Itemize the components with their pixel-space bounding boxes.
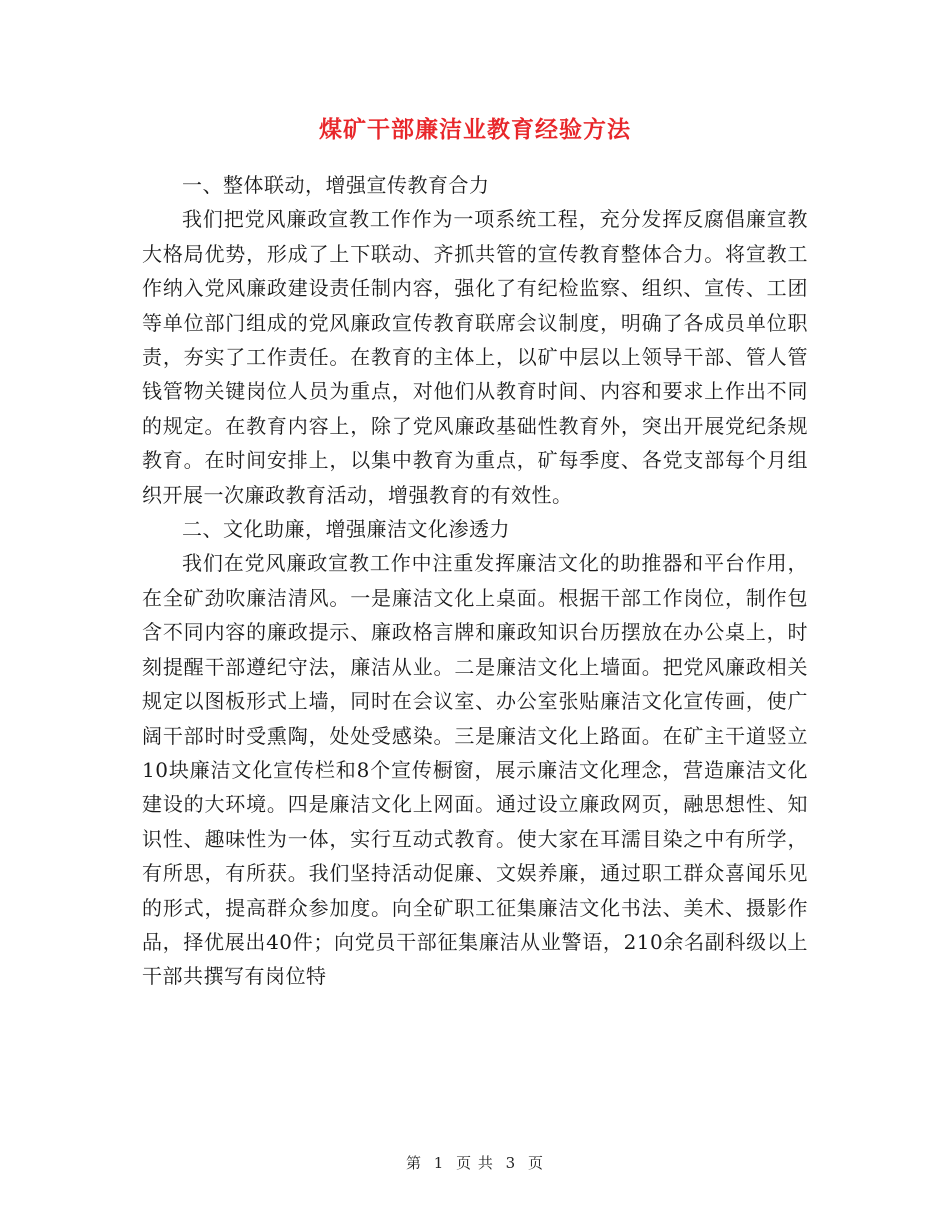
footer-page-number: 1 xyxy=(433,1154,445,1172)
footer-total-pages: 3 xyxy=(505,1154,517,1172)
page-footer xyxy=(0,1152,950,1173)
section-heading-2: 二、文化助廉，增强廉洁文化渗透力 xyxy=(182,517,510,542)
section-paragraph-1: 我们把党风廉政宣教工作作为一项系统工程，充分发挥反腐倡廉宣教大格局优势，形成了上下联动、齐抓共管的宣传教育整体合力。将宣教工作纳入党风廉政建设责任制内容，强化了有纪检监察、组织、宣传、工团等单位部门组成的党风廉政宣传教育联席会议制度，明确了各成员单位职责，夯实了工作责任。在教育的主体上，以矿中层以上领导干部、管人管钱管物关键岗位人员为重点，对他们从教育时间、内容和要求上作出不同的规定。在教育内容上，除了党风廉政基础性教育外，突出开展党纪条规教育。在时间安排上，以集中教育为重点，矿每季度、各党支部每个月组织开展一次廉政教育活动，增强教育的有效性。 xyxy=(142,207,808,507)
document-title: 煤矿干部廉洁业教育经验方法 xyxy=(319,116,631,143)
document-body xyxy=(142,168,808,994)
footer-prefix: 第 xyxy=(405,1154,422,1172)
section-heading-1: 一、整体联动，增强宣传教育合力 xyxy=(182,173,490,197)
section-paragraph-2: 我们在党风廉政宣教工作中注重发挥廉洁文化的助推器和平台作用，在全矿劲吹廉洁清风。一是廉洁文化上桌面。根据干部工作岗位，制作包含不同内容的廉政提示、廉政格言牌和廉政知识台历摆放在办公桌上，时刻提醒干部遵纪守法，廉洁从业。二是廉洁文化上墙面。把党风廉政相关规定以图板形式上墙，同时在会议室、办公室张贴廉洁文化宣传画，使广阔干部时时受熏陶，处处受感染。三是廉洁文化上路面。在矿主干道竖立10块廉洁文化宣传栏和8个宣传橱窗，展示廉洁文化理念，营造廉洁文化建设的大环境。四是廉洁文化上网面。通过设立廉政网页，融思想性、知识性、趣味性为一体，实行互动式教育。使大家在耳濡目染之中有所学，有所思，有所获。我们坚持活动促廉、文娱养廉，通过职工群众喜闻乐见的形式，提高群众参加度。向全矿职工征集廉洁文化书法、美术、摄影作品，择优展出40件；向党员干部征集廉洁从业警语，210余名副科级以上干部共撰写有岗位特 xyxy=(142,551,808,989)
footer-suffix: 页 xyxy=(528,1154,545,1172)
footer-middle: 页 共 xyxy=(456,1154,494,1172)
